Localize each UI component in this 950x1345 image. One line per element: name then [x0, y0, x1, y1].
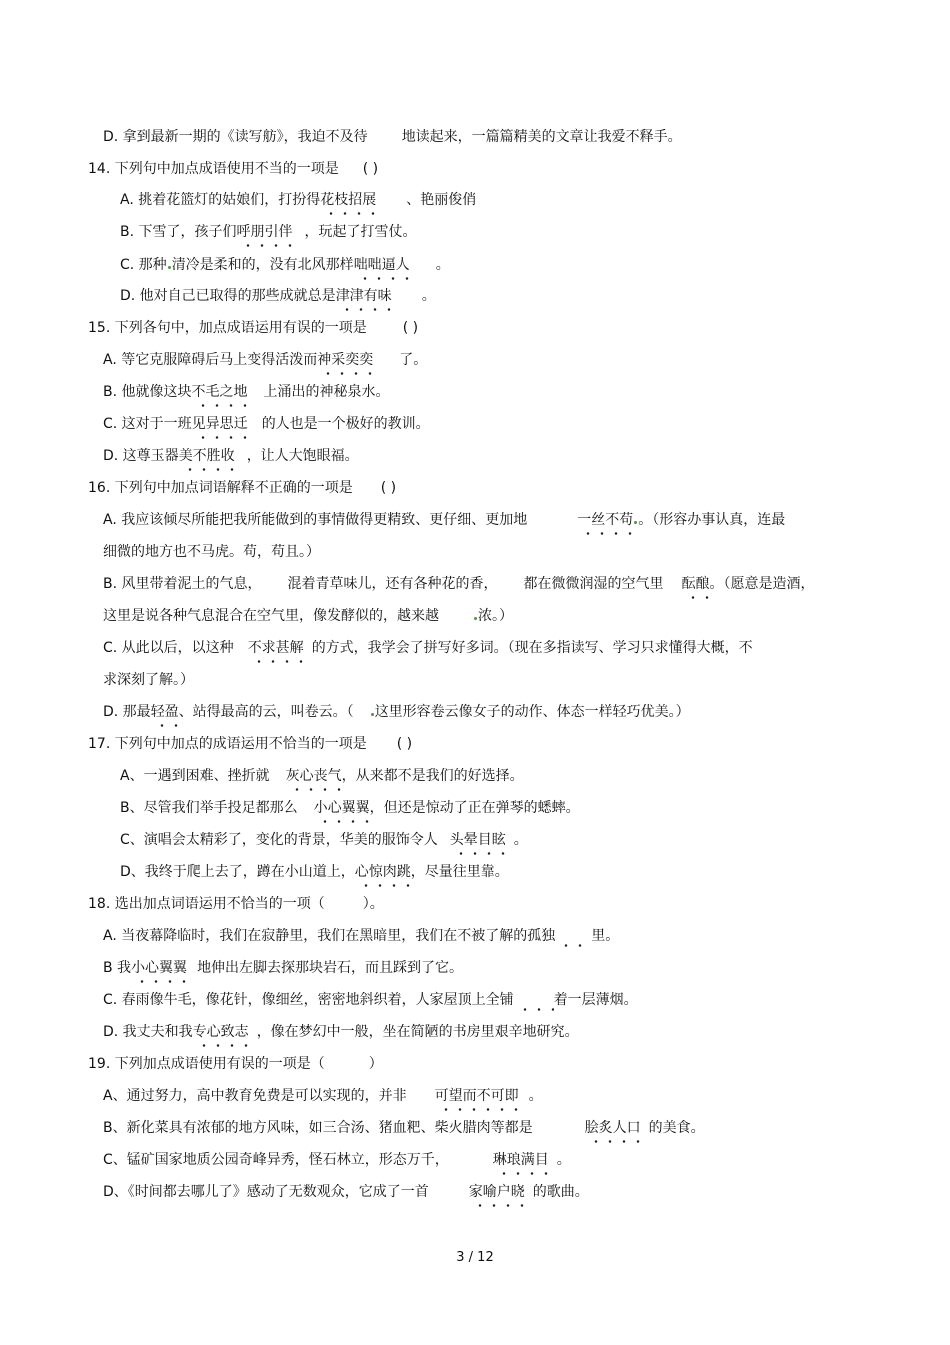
emphasized-idiom: 脍炙人口: [584, 1120, 641, 1136]
option-d-line: [120, 286, 436, 306]
text: D. 他对自己已取得的那些成就总是: [120, 288, 336, 304]
text: C. 那种: [120, 257, 167, 273]
option-c-line: [103, 414, 430, 434]
text: 的方式，我学会了拼写好多词。（现在多指读写、学习只求懂得大概，不: [311, 640, 753, 656]
mark-dot: [474, 617, 477, 620]
emphasized-idiom: 琳琅满目: [492, 1152, 549, 1168]
emphasized-idiom: 呼朋引伴: [236, 224, 293, 240]
text: 、艳丽俊俏: [406, 192, 477, 208]
text: 细微的地方也不马虎。苟，苟且。）: [103, 544, 320, 560]
mark-dot: [168, 266, 171, 269]
text: 着一层薄烟。: [553, 992, 638, 1008]
text: A、通过努力，高中教育免费是可以实现的，并非: [103, 1088, 407, 1104]
emphasized-idiom: 美不胜收: [178, 448, 235, 464]
option-b-line: [103, 958, 463, 978]
text: 浓。）: [478, 608, 513, 624]
text: B. 他就像这块: [103, 384, 192, 400]
text: 。: [513, 832, 528, 848]
emphasized-idiom: 不求甚解: [247, 640, 304, 656]
question-15-title: [88, 318, 418, 338]
answer-bracket: ( ): [380, 480, 397, 496]
text: D. 拿到最新一期的《读写舫》，我迫不及待: [103, 129, 368, 145]
option-a-line: [120, 766, 524, 786]
text: 上涌出的神秘泉水。: [263, 384, 390, 400]
text: 混着青草味儿，还有各种花的香，: [287, 576, 498, 592]
text: 了。: [399, 352, 428, 368]
option-d-line: [103, 446, 359, 466]
option-a-line: [103, 926, 619, 946]
option-c-line: [120, 255, 450, 275]
option-b-line: [103, 1118, 705, 1138]
question-text: 15. 下列各句中，加点成语运用有误的一项是: [88, 320, 367, 336]
question-text: 14. 下列句中加点成语使用不当的一项是: [88, 161, 339, 177]
option-b-line: [120, 798, 580, 818]
text: 的歌曲。: [532, 1184, 589, 1200]
text: 的人也是一个极好的教训。: [261, 416, 430, 432]
mark-dot: [634, 521, 637, 524]
text: D. 那最: [103, 704, 151, 720]
option-a-line: [103, 510, 785, 530]
text: 。: [556, 1152, 571, 1168]
text: D. 这尊玉器: [103, 448, 179, 464]
option-c-line: [103, 1150, 571, 1170]
text: ，但还是惊动了正在弹琴的蟋蟀。: [369, 800, 580, 816]
text: D、我终于爬上去了，蹲在小山道上，: [120, 864, 355, 880]
emphasized-idiom: 津津有味: [335, 288, 392, 304]
question-19-title: [88, 1054, 383, 1074]
option-d-line: [103, 1182, 589, 1202]
text: A. 当夜幕降临时，我们在寂静里，我们在黑暗里，我们在不被了解的孤独: [103, 928, 556, 944]
question-16-title: [88, 478, 396, 498]
text: ，让人大饱眼福。: [246, 448, 359, 464]
text: 。: [421, 288, 436, 304]
text: A. 我应该倾尽所能把我所能做到的事情做得更精致、更仔细、更加地: [103, 512, 528, 528]
text: 求深刻了解。）: [103, 672, 194, 688]
text: 地读起来，一篇篇精美的文章让我爱不释手。: [401, 129, 682, 145]
text: 这里形容卷云像女子的动作、体态一样轻巧优美。）: [374, 704, 690, 720]
emphasized-idiom: 花枝招展: [320, 192, 377, 208]
text: B. 下雪了，孩子们: [120, 224, 237, 240]
text: A. 等它克服障碍后马上变得活泼而: [103, 352, 318, 368]
continuation-line: [103, 542, 320, 562]
text: 地伸出左脚去探那块岩石，而且踩到了它。: [197, 960, 464, 976]
question-14-title: [88, 159, 378, 179]
option-d-line: [103, 127, 682, 147]
emphasized-idiom: 灰心丧气: [285, 768, 342, 784]
option-a-line: [120, 190, 476, 210]
text: ，尽量往里靠。: [410, 864, 509, 880]
option-d-line: [103, 702, 690, 722]
text: ，从来都不是我们的好选择。: [341, 768, 524, 784]
option-c-line: [120, 830, 528, 850]
option-d-line: [120, 862, 509, 882]
emphasized-idiom: 专心致志: [192, 1024, 249, 1040]
text: 这里是说各种气息混合在空气里，像发酵似的，越来越: [103, 608, 439, 624]
emphasized-idiom: 咄咄逼人: [353, 257, 410, 273]
question-text: 17. 下列句中加点的成语运用不恰当的一项是: [88, 736, 367, 752]
text: 。（愿意是造酒，: [709, 576, 815, 592]
text: C. 这对于一班: [103, 416, 192, 432]
text: C、锰矿国家地质公园奇峰异秀，怪石林立，形态万千，: [103, 1152, 449, 1168]
continuation-line: [103, 606, 513, 626]
text: B 我: [103, 960, 132, 976]
option-b-line: [103, 574, 815, 594]
text: D. 我丈夫和我: [103, 1024, 193, 1040]
text: B、新化菜具有浓郁的地方风味，如三合汤、猪血粑、柴火腊肉等都是: [103, 1120, 533, 1136]
option-c-line: [103, 638, 753, 658]
emphasized-idiom: 小心翼翼: [131, 960, 188, 976]
option-b-line: [103, 382, 390, 402]
text: ，玩起了打雪仗。: [304, 224, 417, 240]
emphasized-word: 酝酿: [681, 576, 710, 592]
text: 。（形容办事认真，连最: [638, 512, 786, 528]
answer-bracket: ( ): [402, 320, 419, 336]
text: 、站得最高的云，叫卷云。（: [178, 704, 354, 720]
text: 的美食。: [648, 1120, 705, 1136]
emphasized-word: 轻盈: [150, 704, 179, 720]
mark-dot: [371, 713, 374, 716]
emphasized-idiom: 家喻户晓: [468, 1184, 525, 1200]
question-17-title: [88, 734, 412, 754]
text: B、尽管我们举手投足都那么: [120, 800, 298, 816]
answer-bracket: ( ): [362, 161, 379, 177]
answer-bracket: ( ): [396, 736, 413, 752]
option-a-line: [103, 1086, 543, 1106]
option-b-line: [120, 222, 417, 242]
text: 。: [528, 1088, 543, 1104]
emphasized-idiom: 神采奕奕: [317, 352, 374, 368]
emphasized-idiom: 可望而不可即: [434, 1088, 519, 1104]
answer-bracket: ）: [368, 1056, 383, 1072]
text: ，像在梦幻中一般，坐在简陋的书房里艰辛地研究。: [256, 1024, 579, 1040]
text: A、一遇到困难、挫折就: [120, 768, 270, 784]
text: C. 春雨像牛毛，像花针，像细丝，密密地斜织着，人家屋顶上全铺: [103, 992, 514, 1008]
emphasized-idiom: 小心翼翼: [313, 800, 370, 816]
emphasized-idiom: 见异思迁: [191, 416, 248, 432]
emphasized-idiom: 心惊肉跳: [354, 864, 411, 880]
emphasized-idiom: 不毛之地: [191, 384, 248, 400]
answer-bracket: ）。: [362, 896, 384, 912]
text: D、《时间都去哪儿了》感动了无数观众，它成了一首: [103, 1184, 429, 1200]
text: 里。: [591, 928, 620, 944]
option-d-line: [103, 1022, 579, 1042]
emphasized-idiom: 头晕目眩: [449, 832, 506, 848]
page-number: 3 / 12: [456, 1250, 494, 1265]
question-text: 19. 下列加点成语使用有误的一项是（: [88, 1056, 325, 1072]
question-18-title: [88, 894, 384, 914]
text: C. 从此以后，以这种: [103, 640, 234, 656]
continuation-line: [103, 670, 194, 690]
text: C、演唱会太精彩了，变化的背景，华美的服饰令人: [120, 832, 438, 848]
option-c-line: [103, 990, 638, 1010]
text: A. 挑着花篮灯的姑娘们，打扮得: [120, 192, 321, 208]
text: 。: [435, 257, 450, 273]
question-text: 18. 选出加点词语运用不恰当的一项（: [88, 896, 325, 912]
question-text: 16. 下列句中加点词语解释不正确的一项是: [88, 480, 353, 496]
text: 都在微微润湿的空气里: [523, 576, 664, 592]
emphasized-idiom: 一丝不苟: [577, 512, 634, 528]
text: 清冷是柔和的，没有北风那样: [171, 257, 354, 273]
option-a-line: [103, 350, 427, 370]
text: B. 风里带着泥土的气息，: [103, 576, 262, 592]
